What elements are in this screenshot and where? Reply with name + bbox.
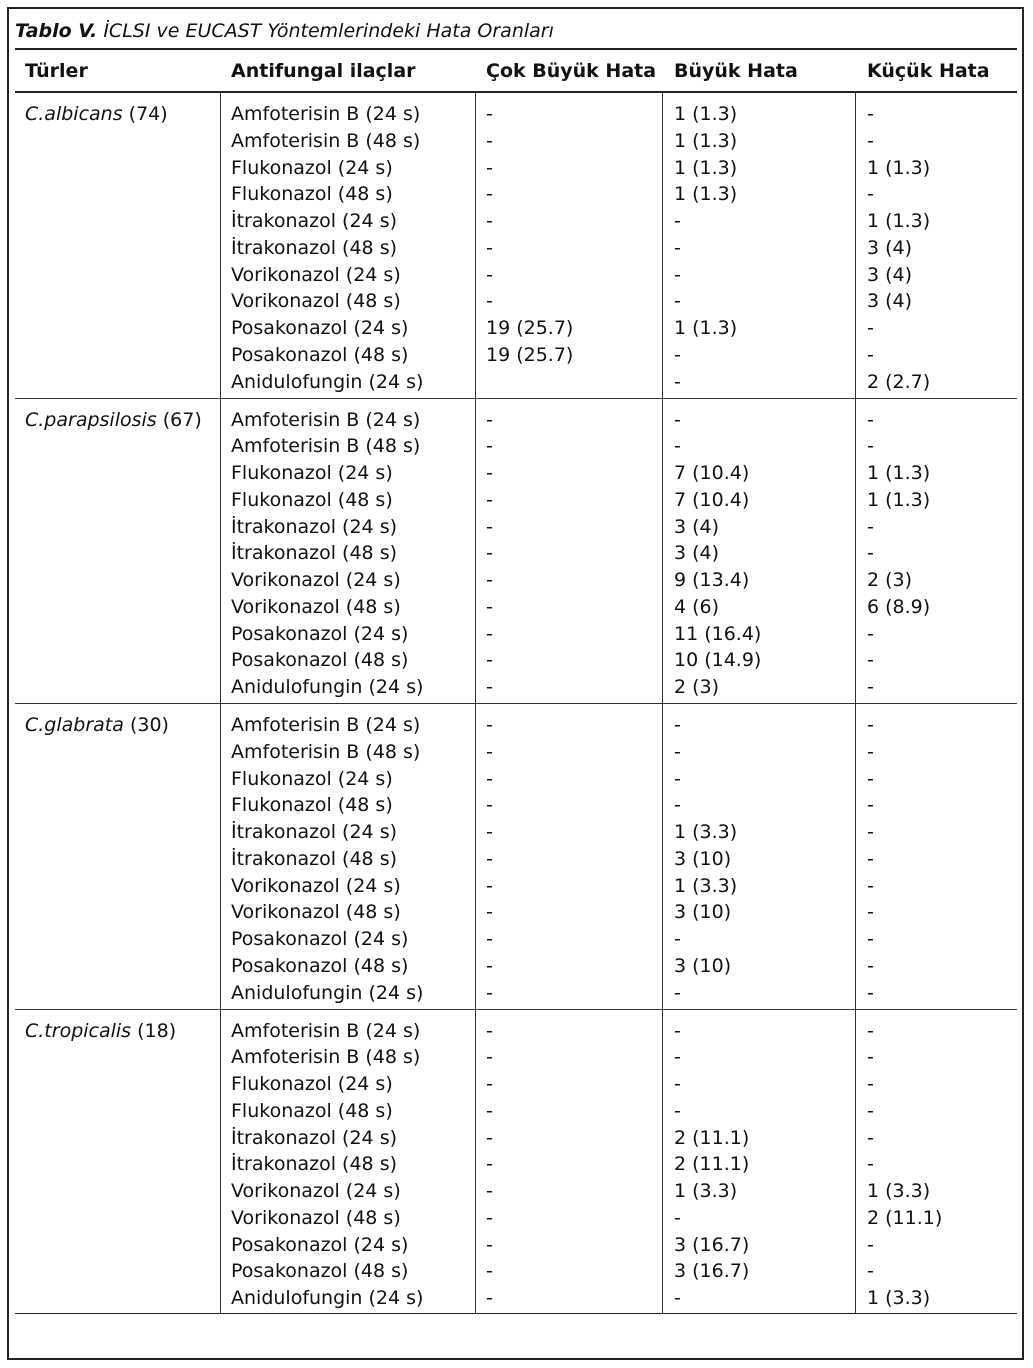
table-row	[15, 1098, 1017, 1125]
very-major-cell: -	[486, 435, 493, 458]
minor-cell: 1 (1.3)	[867, 210, 931, 232]
major-cell: -	[674, 740, 681, 763]
caption-text: İCLSI ve EUCAST Yöntemlerindeki Hata Oranları	[103, 20, 554, 42]
caption-label: Tablo V.	[15, 20, 98, 42]
minor-cell: -	[867, 954, 874, 977]
header-species: Türler	[25, 60, 88, 82]
major-cell: -	[674, 290, 681, 313]
drug-cell: Anidulofungin (24 s)	[231, 981, 424, 1004]
species-name: C.glabrata	[25, 714, 124, 736]
table-row	[15, 980, 1017, 1007]
major-cell: -	[674, 370, 681, 393]
drug-cell: Flukonazol (48 s)	[231, 794, 393, 817]
drug-cell: İtrakonazol (48 s)	[231, 542, 397, 565]
table-row	[15, 369, 1017, 396]
very-major-cell: -	[486, 1206, 493, 1229]
drug-cell: Flukonazol (24 s)	[231, 156, 393, 179]
drug-cell: Amfoterisin B (48 s)	[231, 129, 421, 152]
minor-cell: -	[867, 317, 874, 339]
major-cell: -	[674, 1287, 681, 1309]
minor-cell: 1 (3.3)	[867, 1287, 931, 1309]
very-major-cell: -	[486, 462, 493, 484]
table-row	[15, 433, 1017, 460]
species-group	[15, 399, 1017, 705]
minor-cell: -	[867, 129, 874, 152]
minor-cell: -	[867, 408, 874, 431]
drug-cell: Vorikonazol (48 s)	[231, 290, 401, 313]
major-cell: -	[674, 981, 681, 1004]
very-major-cell: -	[486, 103, 493, 125]
minor-cell: -	[867, 928, 874, 950]
species-count: (67)	[162, 408, 202, 431]
very-major-cell: -	[486, 676, 493, 698]
minor-cell: -	[867, 1019, 874, 1042]
major-cell: 1 (1.3)	[674, 317, 738, 339]
very-major-cell: -	[486, 408, 493, 431]
drug-cell: Vorikonazol (48 s)	[231, 595, 401, 618]
minor-cell: -	[867, 1153, 874, 1176]
drug-cell: İtrakonazol (24 s)	[231, 210, 397, 232]
species-count: (74)	[128, 103, 168, 125]
major-cell: 1 (3.3)	[674, 874, 738, 897]
drug-cell: Vorikonazol (24 s)	[231, 569, 401, 591]
table-row	[15, 1044, 1017, 1071]
very-major-cell: -	[486, 515, 493, 538]
minor-cell: -	[867, 1099, 874, 1122]
drug-cell: İtrakonazol (24 s)	[231, 515, 397, 538]
very-major-cell: -	[486, 210, 493, 232]
major-cell: 1 (3.3)	[674, 1180, 738, 1202]
table-row	[15, 101, 1017, 128]
very-major-cell: -	[486, 156, 493, 179]
drug-cell: Amfoterisin B (24 s)	[231, 408, 421, 431]
table-row	[15, 899, 1017, 926]
drug-cell: Posakonazol (24 s)	[231, 1233, 409, 1256]
minor-cell: 1 (1.3)	[867, 488, 931, 511]
table-row	[15, 315, 1017, 342]
table-row	[15, 235, 1017, 262]
major-cell: 1 (1.3)	[674, 183, 738, 206]
drug-cell: Flukonazol (48 s)	[231, 488, 393, 511]
very-major-cell: -	[486, 874, 493, 897]
table-row	[15, 1232, 1017, 1259]
table-row	[15, 567, 1017, 594]
minor-cell: -	[867, 1046, 874, 1069]
major-cell: 3 (4)	[674, 542, 720, 565]
table-caption	[15, 18, 1017, 48]
table-row	[15, 621, 1017, 648]
drug-cell: Posakonazol (48 s)	[231, 649, 409, 672]
caption-rule	[15, 48, 1017, 50]
very-major-cell: -	[486, 488, 493, 511]
table-row	[15, 712, 1017, 739]
very-major-cell: -	[486, 290, 493, 313]
species-name: C.parapsilosis	[25, 408, 157, 431]
very-major-cell: -	[486, 1019, 493, 1042]
very-major-cell: -	[486, 569, 493, 591]
minor-cell: -	[867, 794, 874, 817]
drug-cell: Vorikonazol (24 s)	[231, 263, 401, 286]
drug-cell: Vorikonazol (48 s)	[231, 1206, 401, 1229]
drug-cell: Anidulofungin (24 s)	[231, 676, 424, 698]
table-row	[15, 1285, 1017, 1312]
table-row	[15, 407, 1017, 434]
drug-cell: Posakonazol (48 s)	[231, 343, 409, 366]
very-major-cell: -	[486, 1073, 493, 1095]
major-cell: 3 (16.7)	[674, 1233, 750, 1256]
minor-cell: -	[867, 847, 874, 870]
table-row	[15, 208, 1017, 235]
major-cell: -	[674, 408, 681, 431]
very-major-cell: -	[486, 183, 493, 206]
minor-cell: -	[867, 1073, 874, 1095]
table-row	[15, 1018, 1017, 1045]
minor-cell: 1 (1.3)	[867, 462, 931, 484]
table-row	[15, 873, 1017, 900]
major-cell: 2 (11.1)	[674, 1153, 750, 1176]
minor-cell: 2 (2.7)	[867, 370, 931, 393]
very-major-cell: -	[486, 1287, 493, 1309]
minor-cell: 1 (3.3)	[867, 1180, 931, 1202]
very-major-cell: -	[486, 767, 493, 790]
drug-cell: Amfoterisin B (48 s)	[231, 435, 421, 458]
header-minor: Küçük Hata	[867, 60, 990, 82]
header-drug: Antifungal ilaçlar	[231, 60, 416, 82]
minor-cell: -	[867, 874, 874, 897]
very-major-cell: -	[486, 542, 493, 565]
drug-cell: İtrakonazol (48 s)	[231, 1153, 397, 1176]
table-row	[15, 540, 1017, 567]
very-major-cell: -	[486, 595, 493, 618]
major-cell: -	[674, 714, 681, 736]
major-cell: 9 (13.4)	[674, 569, 750, 591]
major-cell: 3 (16.7)	[674, 1260, 750, 1283]
minor-cell: 6 (8.9)	[867, 595, 931, 618]
major-cell: 10 (14.9)	[674, 649, 762, 672]
minor-cell: -	[867, 622, 874, 645]
drug-cell: Flukonazol (24 s)	[231, 767, 393, 790]
minor-cell: 3 (4)	[867, 263, 913, 286]
table-row	[15, 594, 1017, 621]
very-major-cell: 19 (25.7)	[486, 343, 574, 366]
minor-cell: -	[867, 343, 874, 366]
species-count: (18)	[137, 1019, 177, 1042]
drug-cell: Vorikonazol (24 s)	[231, 874, 401, 897]
minor-cell: -	[867, 981, 874, 1004]
very-major-cell: -	[486, 1126, 493, 1149]
drug-cell: Posakonazol (24 s)	[231, 317, 409, 339]
drug-cell: Vorikonazol (48 s)	[231, 901, 401, 924]
minor-cell: 2 (3)	[867, 569, 913, 591]
minor-cell: -	[867, 515, 874, 538]
table-row	[15, 1151, 1017, 1178]
header-very-major: Çok Büyük Hata	[486, 60, 657, 82]
very-major-cell: -	[486, 740, 493, 763]
table-row	[15, 514, 1017, 541]
very-major-cell: -	[486, 1153, 493, 1176]
major-cell: 3 (10)	[674, 901, 732, 924]
table-row	[15, 926, 1017, 953]
minor-cell: -	[867, 435, 874, 458]
very-major-cell: -	[486, 1233, 493, 1256]
very-major-cell: -	[486, 1099, 493, 1122]
very-major-cell: -	[486, 1046, 493, 1069]
drug-cell: İtrakonazol (48 s)	[231, 236, 397, 259]
minor-cell: 3 (4)	[867, 236, 913, 259]
minor-cell: -	[867, 714, 874, 736]
major-cell: 7 (10.4)	[674, 488, 750, 511]
very-major-cell: -	[486, 954, 493, 977]
minor-cell: -	[867, 183, 874, 206]
minor-cell: -	[867, 103, 874, 125]
drug-cell: Flukonazol (24 s)	[231, 462, 393, 484]
very-major-cell: 19 (25.7)	[486, 317, 574, 339]
major-cell: 2 (3)	[674, 676, 720, 698]
major-cell: 3 (10)	[674, 847, 732, 870]
minor-cell: 1 (1.3)	[867, 156, 931, 179]
major-cell: 7 (10.4)	[674, 462, 750, 484]
very-major-cell: -	[486, 847, 493, 870]
table-row	[15, 792, 1017, 819]
species-group	[15, 704, 1017, 1010]
minor-cell: -	[867, 901, 874, 924]
very-major-cell: -	[486, 236, 493, 259]
major-cell: 2 (11.1)	[674, 1126, 750, 1149]
very-major-cell: -	[486, 794, 493, 817]
major-cell: -	[674, 1046, 681, 1069]
major-cell: -	[674, 1206, 681, 1229]
table-bottom-rule	[15, 1313, 1017, 1314]
minor-cell: -	[867, 740, 874, 763]
major-cell: -	[674, 343, 681, 366]
table-row	[15, 1258, 1017, 1285]
minor-cell: 3 (4)	[867, 290, 913, 313]
major-cell: 4 (6)	[674, 595, 720, 618]
very-major-cell: -	[486, 1180, 493, 1202]
drug-cell: Posakonazol (48 s)	[231, 954, 409, 977]
very-major-cell: -	[486, 622, 493, 645]
table-row	[15, 342, 1017, 369]
major-cell: 1 (1.3)	[674, 103, 738, 125]
species-group	[15, 1010, 1017, 1316]
minor-cell: -	[867, 676, 874, 698]
drug-cell: Amfoterisin B (24 s)	[231, 1019, 421, 1042]
table-row	[15, 1071, 1017, 1098]
table-row	[15, 288, 1017, 315]
minor-cell: -	[867, 821, 874, 843]
major-cell: 11 (16.4)	[674, 622, 762, 645]
drug-cell: Posakonazol (24 s)	[231, 622, 409, 645]
drug-cell: Flukonazol (48 s)	[231, 1099, 393, 1122]
major-cell: -	[674, 767, 681, 790]
drug-cell: Flukonazol (24 s)	[231, 1073, 393, 1095]
minor-cell: -	[867, 1233, 874, 1256]
drug-cell: Amfoterisin B (48 s)	[231, 740, 421, 763]
minor-cell: -	[867, 1260, 874, 1283]
drug-cell: Amfoterisin B (48 s)	[231, 1046, 421, 1069]
species-count: (30)	[129, 714, 169, 736]
drug-cell: İtrakonazol (48 s)	[231, 847, 397, 870]
major-cell: -	[674, 794, 681, 817]
very-major-cell: -	[486, 901, 493, 924]
very-major-cell: -	[486, 981, 493, 1004]
minor-cell: -	[867, 767, 874, 790]
drug-cell: Posakonazol (48 s)	[231, 1260, 409, 1283]
table-row	[15, 846, 1017, 873]
drug-cell: Amfoterisin B (24 s)	[231, 714, 421, 736]
drug-cell: Vorikonazol (24 s)	[231, 1180, 401, 1202]
table-row	[15, 155, 1017, 182]
major-cell: -	[674, 1019, 681, 1042]
major-cell: -	[674, 263, 681, 286]
minor-cell: -	[867, 649, 874, 672]
drug-cell: İtrakonazol (24 s)	[231, 821, 397, 843]
major-cell: -	[674, 236, 681, 259]
major-cell: 3 (4)	[674, 515, 720, 538]
table-row	[15, 262, 1017, 289]
species-group	[15, 93, 1017, 399]
minor-cell: 2 (11.1)	[867, 1206, 943, 1229]
species-name: C.tropicalis	[25, 1019, 132, 1042]
drug-cell: Amfoterisin B (24 s)	[231, 103, 421, 125]
minor-cell: -	[867, 1126, 874, 1149]
header-major: Büyük Hata	[674, 60, 798, 82]
table-row	[15, 181, 1017, 208]
table-row	[15, 953, 1017, 980]
drug-cell: İtrakonazol (24 s)	[231, 1126, 397, 1149]
major-cell: -	[674, 210, 681, 232]
drug-cell: Anidulofungin (24 s)	[231, 1287, 424, 1309]
very-major-cell: -	[486, 714, 493, 736]
minor-cell: -	[867, 542, 874, 565]
table-row	[15, 819, 1017, 846]
drug-cell: Anidulofungin (24 s)	[231, 370, 424, 393]
table-row	[15, 1125, 1017, 1152]
very-major-cell: -	[486, 649, 493, 672]
very-major-cell: -	[486, 129, 493, 152]
table-row	[15, 460, 1017, 487]
major-cell: 1 (3.3)	[674, 821, 738, 843]
major-cell: -	[674, 1099, 681, 1122]
drug-cell: Flukonazol (48 s)	[231, 183, 393, 206]
major-cell: -	[674, 928, 681, 950]
very-major-cell: -	[486, 928, 493, 950]
table-row	[15, 739, 1017, 766]
major-cell: -	[674, 435, 681, 458]
table-row	[15, 1178, 1017, 1205]
table-row	[15, 1205, 1017, 1232]
very-major-cell: -	[486, 821, 493, 843]
major-cell: 3 (10)	[674, 954, 732, 977]
table-row	[15, 487, 1017, 514]
species-name: C.albicans	[25, 103, 123, 125]
major-cell: 1 (1.3)	[674, 129, 738, 152]
table-row	[15, 674, 1017, 701]
table-row	[15, 647, 1017, 674]
very-major-cell: -	[486, 263, 493, 286]
very-major-cell: -	[486, 1260, 493, 1283]
drug-cell: Posakonazol (24 s)	[231, 928, 409, 950]
major-cell: -	[674, 1073, 681, 1095]
table-row	[15, 128, 1017, 155]
table-row	[15, 766, 1017, 793]
major-cell: 1 (1.3)	[674, 156, 738, 179]
